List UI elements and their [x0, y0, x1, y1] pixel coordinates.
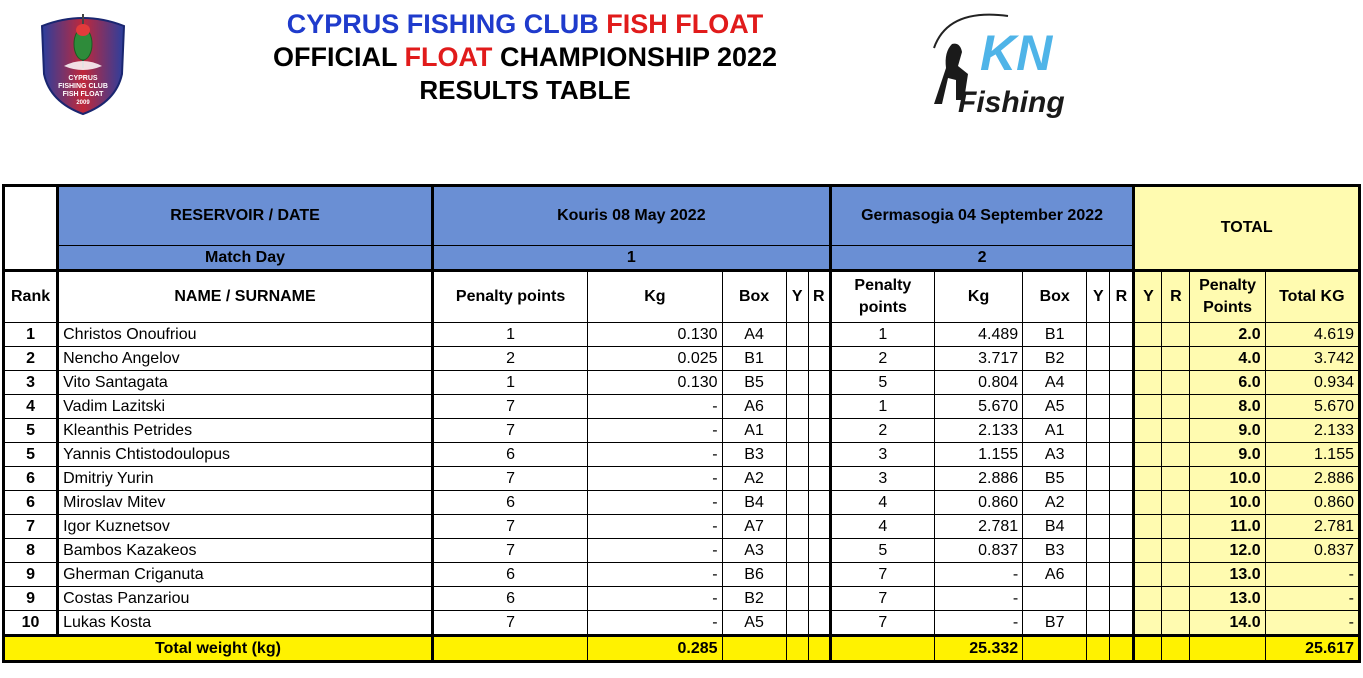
- round2-r-cell: [1110, 443, 1134, 467]
- round2-y-cell: [1087, 539, 1110, 563]
- name-cell: Christos Onoufriou: [58, 323, 433, 347]
- round1-kg-cell: 0.130: [588, 323, 722, 347]
- round1-title: Kouris 08 May 2022: [432, 186, 830, 246]
- round2-box-cell: A1: [1023, 419, 1087, 443]
- rank-cell: 2: [4, 347, 58, 371]
- round2-penalty-cell: 1: [830, 323, 934, 347]
- round2-y-header: Y: [1087, 271, 1110, 323]
- total-r-cell: [1162, 587, 1190, 611]
- footer-spacer: [786, 636, 808, 662]
- round2-box-cell: A3: [1023, 443, 1087, 467]
- rank-cell: 6: [4, 491, 58, 515]
- round2-y-cell: [1087, 371, 1110, 395]
- total-kg-cell: 1.155: [1265, 443, 1359, 467]
- rank-cell: 4: [4, 395, 58, 419]
- total-kg-cell: 0.934: [1265, 371, 1359, 395]
- round1-y-cell: [786, 443, 808, 467]
- footer-spacer: [1190, 636, 1265, 662]
- round2-box-cell: B7: [1023, 611, 1087, 636]
- round1-r-cell: [808, 347, 830, 371]
- round1-penalty-header: Penalty points: [432, 271, 587, 323]
- round2-penalty-cell: 5: [830, 539, 934, 563]
- table-row: [4, 491, 1360, 515]
- round1-r-cell: [808, 491, 830, 515]
- round1-r-cell: [808, 539, 830, 563]
- total-r-cell: [1162, 491, 1190, 515]
- total-y-cell: [1134, 515, 1162, 539]
- total-header: TOTAL: [1134, 186, 1360, 271]
- round1-kg-cell: -: [588, 611, 722, 636]
- name-cell: Bambos Kazakeos: [58, 539, 433, 563]
- footer-spacer: [1023, 636, 1087, 662]
- total-r-cell: [1162, 467, 1190, 491]
- round2-r-cell: [1110, 371, 1134, 395]
- club-logo-text-1: CYPRUS: [68, 75, 98, 82]
- club-logo-text-3: FISH FLOAT: [62, 91, 104, 98]
- round2-r-cell: [1110, 491, 1134, 515]
- footer-spacer: [1162, 636, 1190, 662]
- table-row: [4, 419, 1360, 443]
- round2-y-cell: [1087, 611, 1110, 636]
- round2-kg-cell: 5.670: [934, 395, 1022, 419]
- name-cell: Gherman Criganuta: [58, 563, 433, 587]
- round1-y-cell: [786, 347, 808, 371]
- round2-box-cell: A2: [1023, 491, 1087, 515]
- total-r-cell: [1162, 323, 1190, 347]
- total-penalty-cell: 13.0: [1190, 587, 1265, 611]
- round2-box-cell: B4: [1023, 515, 1087, 539]
- total-r-cell: [1162, 395, 1190, 419]
- table-row: [4, 611, 1360, 636]
- round1-penalty-cell: 6: [432, 491, 587, 515]
- round2-kg-cell: 0.837: [934, 539, 1022, 563]
- name-cell: Miroslav Mitev: [58, 491, 433, 515]
- table-row: [4, 371, 1360, 395]
- round1-penalty-cell: 2: [432, 347, 587, 371]
- round1-penalty-cell: 7: [432, 611, 587, 636]
- round1-box-header: Box: [722, 271, 786, 323]
- round2-title: Germasogia 04 September 2022: [830, 186, 1134, 246]
- round1-box-cell: B6: [722, 563, 786, 587]
- club-logo: [36, 8, 130, 116]
- round1-penalty-cell: 1: [432, 371, 587, 395]
- club-logo-text-2: FISHING CLUB: [58, 83, 108, 90]
- total-penalty-cell: 14.0: [1190, 611, 1265, 636]
- round2-box-cell: A4: [1023, 371, 1087, 395]
- round1-box-cell: A2: [722, 467, 786, 491]
- table-row: [4, 395, 1360, 419]
- round2-penalty-cell: 4: [830, 515, 934, 539]
- rank-cell: 5: [4, 419, 58, 443]
- round2-r-cell: [1110, 347, 1134, 371]
- round2-penalty-cell: 5: [830, 371, 934, 395]
- total-y-cell: [1134, 371, 1162, 395]
- table-row: [4, 443, 1360, 467]
- round1-penalty-cell: 6: [432, 563, 587, 587]
- round1-y-cell: [786, 323, 808, 347]
- round2-kg-cell: -: [934, 563, 1022, 587]
- round1-r-cell: [808, 443, 830, 467]
- round1-kg-cell: 0.130: [588, 371, 722, 395]
- round1-y-cell: [786, 467, 808, 491]
- reservoir-header: RESERVOIR / DATE: [58, 186, 433, 246]
- total-kg-cell: -: [1265, 563, 1359, 587]
- total-penalty-cell: 4.0: [1190, 347, 1265, 371]
- table-row: [4, 539, 1360, 563]
- round1-day: 1: [432, 246, 830, 271]
- round1-penalty-cell: 7: [432, 467, 587, 491]
- round2-kg-cell: 4.489: [934, 323, 1022, 347]
- round1-kg-cell: -: [588, 467, 722, 491]
- total-y-header: Y: [1134, 271, 1162, 323]
- table-row: [4, 467, 1360, 491]
- total-y-cell: [1134, 611, 1162, 636]
- heading-line-1: CYPRUS FISHING CLUB FISH FLOAT: [286, 9, 764, 39]
- rank-cell: 8: [4, 539, 58, 563]
- round1-kg-header: Kg: [588, 271, 722, 323]
- round2-y-cell: [1087, 587, 1110, 611]
- total-penalty-cell: 9.0: [1190, 443, 1265, 467]
- round2-box-cell: A5: [1023, 395, 1087, 419]
- round1-y-header: Y: [786, 271, 808, 323]
- results-table: [2, 184, 1361, 663]
- round1-r-cell: [808, 323, 830, 347]
- round1-penalty-cell: 6: [432, 443, 587, 467]
- round2-y-cell: [1087, 515, 1110, 539]
- total-y-cell: [1134, 443, 1162, 467]
- round2-penalty-cell: 7: [830, 611, 934, 636]
- round2-r-cell: [1110, 323, 1134, 347]
- footer-spacer: [432, 636, 587, 662]
- round1-y-cell: [786, 587, 808, 611]
- round1-r-cell: [808, 515, 830, 539]
- total-r-cell: [1162, 539, 1190, 563]
- name-cell: Vito Santagata: [58, 371, 433, 395]
- round2-penalty-header: Penalty points: [830, 271, 934, 323]
- round2-box-cell: B5: [1023, 467, 1087, 491]
- round1-kg-cell: -: [588, 563, 722, 587]
- total-penalty-cell: 2.0: [1190, 323, 1265, 347]
- round1-box-cell: A3: [722, 539, 786, 563]
- total-y-cell: [1134, 467, 1162, 491]
- round1-penalty-cell: 7: [432, 419, 587, 443]
- round1-y-cell: [786, 419, 808, 443]
- total-y-cell: [1134, 323, 1162, 347]
- total-kg-cell: 0.837: [1265, 539, 1359, 563]
- total-y-cell: [1134, 587, 1162, 611]
- name-header: NAME / SURNAME: [58, 271, 433, 323]
- total-penalty-cell: 9.0: [1190, 419, 1265, 443]
- rank-cell: 10: [4, 611, 58, 636]
- round2-penalty-cell: 3: [830, 467, 934, 491]
- round2-box-cell: A6: [1023, 563, 1087, 587]
- round1-penalty-cell: 1: [432, 323, 587, 347]
- total-y-cell: [1134, 539, 1162, 563]
- round2-y-cell: [1087, 323, 1110, 347]
- footer-spacer: [722, 636, 786, 662]
- round1-penalty-cell: 7: [432, 539, 587, 563]
- footer-spacer: [830, 636, 934, 662]
- round2-y-cell: [1087, 563, 1110, 587]
- name-cell: Nencho Angelov: [58, 347, 433, 371]
- name-cell: Dmitriy Yurin: [58, 467, 433, 491]
- page-heading: [230, 8, 820, 107]
- round2-box-cell: [1023, 587, 1087, 611]
- round2-y-cell: [1087, 491, 1110, 515]
- total-penalty-cell: 10.0: [1190, 491, 1265, 515]
- name-cell: Yannis Chtistodoulopus: [58, 443, 433, 467]
- round2-kg-cell: 0.860: [934, 491, 1022, 515]
- round2-r-cell: [1110, 467, 1134, 491]
- round2-kg-cell: -: [934, 587, 1022, 611]
- total-kg-cell: 3.742: [1265, 347, 1359, 371]
- round2-penalty-cell: 1: [830, 395, 934, 419]
- name-cell: Kleanthis Petrides: [58, 419, 433, 443]
- round2-box-cell: B1: [1023, 323, 1087, 347]
- round1-r-cell: [808, 611, 830, 636]
- total-penalty-cell: 6.0: [1190, 371, 1265, 395]
- round1-r-cell: [808, 395, 830, 419]
- round2-kg-cell: 2.133: [934, 419, 1022, 443]
- round1-kg-cell: -: [588, 419, 722, 443]
- round1-box-cell: B4: [722, 491, 786, 515]
- footer-round1-kg: 0.285: [588, 636, 722, 662]
- round1-box-cell: A4: [722, 323, 786, 347]
- total-kg-cell: 2.781: [1265, 515, 1359, 539]
- round1-y-cell: [786, 491, 808, 515]
- sponsor-logo-fishing: Fishing: [958, 86, 1065, 119]
- total-kg-cell: 4.619: [1265, 323, 1359, 347]
- total-y-cell: [1134, 395, 1162, 419]
- rank-cell: 9: [4, 587, 58, 611]
- round2-penalty-cell: 2: [830, 419, 934, 443]
- round2-r-cell: [1110, 515, 1134, 539]
- round2-r-cell: [1110, 395, 1134, 419]
- total-y-cell: [1134, 491, 1162, 515]
- total-penalty-cell: 10.0: [1190, 467, 1265, 491]
- round1-kg-cell: -: [588, 539, 722, 563]
- round1-y-cell: [786, 539, 808, 563]
- round2-day: 2: [830, 246, 1134, 271]
- round1-r-cell: [808, 563, 830, 587]
- round1-box-cell: A7: [722, 515, 786, 539]
- table-row: [4, 515, 1360, 539]
- footer-round2-kg: 25.332: [934, 636, 1022, 662]
- round2-kg-cell: 1.155: [934, 443, 1022, 467]
- round1-kg-cell: -: [588, 587, 722, 611]
- club-logo-text-4: 2009: [76, 100, 90, 106]
- total-y-cell: [1134, 419, 1162, 443]
- name-cell: Vadim Lazitski: [58, 395, 433, 419]
- round1-box-cell: B3: [722, 443, 786, 467]
- round1-y-cell: [786, 611, 808, 636]
- round1-penalty-cell: 6: [432, 587, 587, 611]
- round2-penalty-cell: 3: [830, 443, 934, 467]
- round1-box-cell: A1: [722, 419, 786, 443]
- round2-kg-cell: -: [934, 611, 1022, 636]
- footer-spacer: [808, 636, 830, 662]
- total-y-cell: [1134, 347, 1162, 371]
- round2-kg-cell: 2.886: [934, 467, 1022, 491]
- rank-header-spacer: [4, 186, 58, 271]
- total-penalty-cell: 8.0: [1190, 395, 1265, 419]
- total-r-cell: [1162, 611, 1190, 636]
- round1-y-cell: [786, 515, 808, 539]
- sponsor-logo: [928, 8, 1078, 120]
- match-day-label: Match Day: [58, 246, 433, 271]
- total-penalty-cell: 11.0: [1190, 515, 1265, 539]
- rank-header: Rank: [4, 271, 58, 323]
- total-kg-cell: 5.670: [1265, 395, 1359, 419]
- round1-kg-cell: -: [588, 491, 722, 515]
- round2-box-cell: B2: [1023, 347, 1087, 371]
- name-cell: Costas Panzariou: [58, 587, 433, 611]
- total-r-cell: [1162, 419, 1190, 443]
- round2-kg-cell: 0.804: [934, 371, 1022, 395]
- round2-y-cell: [1087, 467, 1110, 491]
- total-kg-cell: 2.133: [1265, 419, 1359, 443]
- round2-box-cell: B3: [1023, 539, 1087, 563]
- round1-r-cell: [808, 587, 830, 611]
- results-rows: [4, 323, 1360, 636]
- round2-penalty-cell: 2: [830, 347, 934, 371]
- total-r-cell: [1162, 347, 1190, 371]
- footer-total-kg: 25.617: [1265, 636, 1359, 662]
- rank-cell: 5: [4, 443, 58, 467]
- sponsor-logo-kn: KN: [980, 25, 1053, 81]
- round1-box-cell: B1: [722, 347, 786, 371]
- total-y-cell: [1134, 563, 1162, 587]
- round2-r-header: R: [1110, 271, 1134, 323]
- total-r-cell: [1162, 563, 1190, 587]
- total-kg-cell: 0.860: [1265, 491, 1359, 515]
- total-kg-header: Total KG: [1265, 271, 1359, 323]
- total-penalty-header: Penalty Points: [1190, 271, 1265, 323]
- round2-y-cell: [1087, 419, 1110, 443]
- round2-box-header: Box: [1023, 271, 1087, 323]
- round2-penalty-cell: 4: [830, 491, 934, 515]
- name-cell: Igor Kuznetsov: [58, 515, 433, 539]
- heading-line-2: OFFICIAL FLOAT CHAMPIONSHIP 2022: [272, 42, 778, 72]
- round1-r-cell: [808, 419, 830, 443]
- round1-box-cell: B2: [722, 587, 786, 611]
- round1-box-cell: A5: [722, 611, 786, 636]
- round1-y-cell: [786, 371, 808, 395]
- footer-spacer: [1110, 636, 1134, 662]
- total-r-cell: [1162, 371, 1190, 395]
- round2-kg-cell: 2.781: [934, 515, 1022, 539]
- rank-cell: 3: [4, 371, 58, 395]
- rank-cell: 1: [4, 323, 58, 347]
- total-penalty-cell: 12.0: [1190, 539, 1265, 563]
- round2-y-cell: [1087, 395, 1110, 419]
- round1-r-cell: [808, 371, 830, 395]
- footer-spacer: [1134, 636, 1162, 662]
- round1-y-cell: [786, 395, 808, 419]
- rank-cell: 9: [4, 563, 58, 587]
- round1-r-header: R: [808, 271, 830, 323]
- total-kg-cell: 2.886: [1265, 467, 1359, 491]
- round1-kg-cell: 0.025: [588, 347, 722, 371]
- round2-y-cell: [1087, 443, 1110, 467]
- round2-r-cell: [1110, 539, 1134, 563]
- round2-r-cell: [1110, 563, 1134, 587]
- round1-kg-cell: -: [588, 515, 722, 539]
- round2-r-cell: [1110, 419, 1134, 443]
- round2-penalty-cell: 7: [830, 563, 934, 587]
- total-r-cell: [1162, 443, 1190, 467]
- round2-kg-header: Kg: [934, 271, 1022, 323]
- round1-box-cell: A6: [722, 395, 786, 419]
- table-row: [4, 323, 1360, 347]
- round2-r-cell: [1110, 587, 1134, 611]
- total-penalty-cell: 13.0: [1190, 563, 1265, 587]
- round2-r-cell: [1110, 611, 1134, 636]
- total-kg-cell: -: [1265, 611, 1359, 636]
- table-row: [4, 587, 1360, 611]
- total-r-header: R: [1162, 271, 1190, 323]
- round1-penalty-cell: 7: [432, 395, 587, 419]
- footer-spacer: [1087, 636, 1110, 662]
- table-row: [4, 563, 1360, 587]
- round2-y-cell: [1087, 347, 1110, 371]
- heading-line-3: RESULTS TABLE: [419, 75, 631, 105]
- rank-cell: 7: [4, 515, 58, 539]
- total-kg-cell: -: [1265, 587, 1359, 611]
- round2-kg-cell: 3.717: [934, 347, 1022, 371]
- round1-kg-cell: -: [588, 443, 722, 467]
- name-cell: Lukas Kosta: [58, 611, 433, 636]
- round1-y-cell: [786, 563, 808, 587]
- table-row: [4, 347, 1360, 371]
- round2-penalty-cell: 7: [830, 587, 934, 611]
- round1-box-cell: B5: [722, 371, 786, 395]
- total-r-cell: [1162, 515, 1190, 539]
- footer-total-label: Total weight (kg): [4, 636, 433, 662]
- round1-kg-cell: -: [588, 395, 722, 419]
- round1-penalty-cell: 7: [432, 515, 587, 539]
- rank-cell: 6: [4, 467, 58, 491]
- round1-r-cell: [808, 467, 830, 491]
